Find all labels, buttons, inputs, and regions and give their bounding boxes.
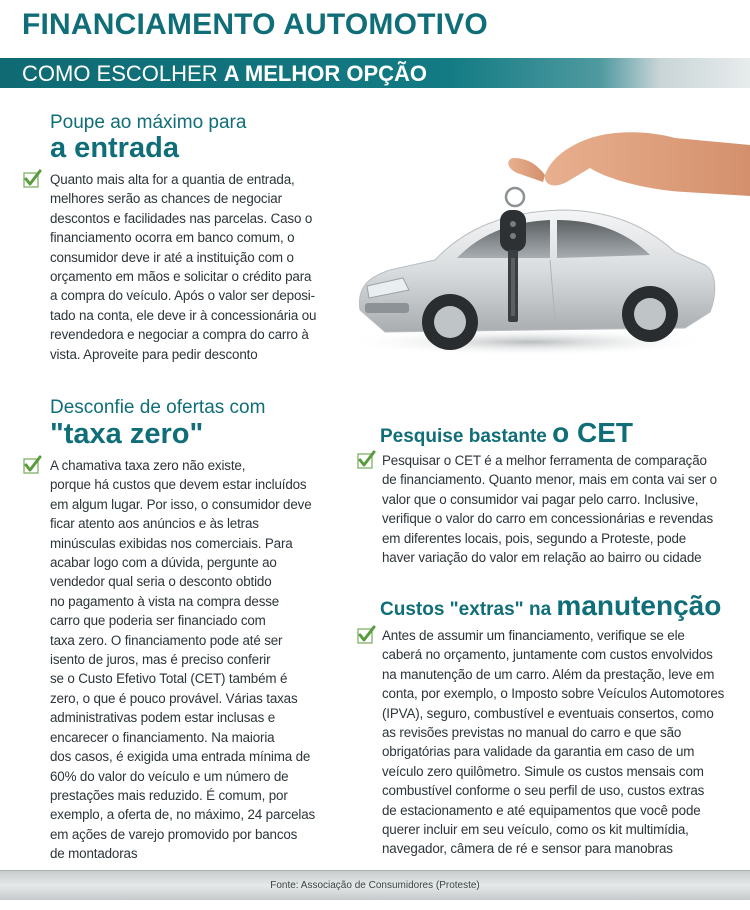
body-line: combustível conforme o seu perfil de uso, custos extras: [382, 783, 705, 799]
body-line: porque há custos que devem estar incluídos: [50, 477, 307, 493]
body-line: obrigatórias para validade da garantia em caso de um: [382, 744, 695, 760]
body-line: A chamativa taxa zero não existe,: [50, 458, 246, 473]
section-cet: [380, 417, 633, 449]
body-line: administrativas podem estar inclusas e: [50, 710, 276, 726]
body-line: exemplo, a oferta de, no máximo, 24 parcelas: [50, 807, 316, 823]
section-cet-heading-small: Pesquise bastante: [380, 426, 553, 447]
body-line: tado na conta, ele deve ir à concessionária ou: [50, 307, 317, 323]
page-title: FINANCIAMENTO AUTOMOTIVO: [22, 8, 488, 41]
body-line: Pesquisar o CET é a melhor ferramenta de comparação: [382, 453, 707, 468]
body-line: revendedora e negociar a compra do carro à: [50, 327, 309, 343]
body-line: verifique o valor do carro em concessionárias e revendas: [382, 511, 714, 527]
body-line: consumidor deve ir até a instituição com o: [50, 249, 294, 265]
body-line: se o Custo Efetivo Total (CET) também é: [50, 671, 288, 687]
body-line: conta, por exemplo, o Imposto sobre Veículos Automotores: [382, 686, 725, 702]
body-line: descontos e facilidades nas parcelas. Caso o: [50, 210, 313, 226]
subtitle-regular: COMO ESCOLHER: [22, 61, 224, 86]
body-line: orçamento em mãos e solicitar o crédito para: [50, 269, 312, 285]
body-line: haver variação do valor em relação ao bairro ou cidade: [382, 550, 702, 566]
section-taxa-zero: [50, 397, 265, 449]
body-line: de montadoras: [50, 846, 138, 862]
body-line: na manutenção de um carro. Além da prestação, leve em: [382, 666, 715, 682]
section-entrada-heading-small: Poupe ao máximo para: [50, 112, 247, 133]
body-line: taxa zero. O financiamento pode até ser: [50, 632, 283, 648]
body-line: a compra do veículo. Após o valor ser deposi-: [50, 288, 315, 304]
body-line: ficar atento aos anúncios e às letras: [50, 516, 259, 532]
section-entrada-body: [50, 170, 316, 364]
body-line: prestações mais reduzido. É comum, por: [50, 787, 288, 803]
body-line: (IPVA), seguro, combustível e eventuais consertos, como: [382, 705, 714, 721]
body-line: caberá no orçamento, juntamente com custos envolvidos: [382, 647, 713, 663]
body-line: melhores serão as chances de negociar: [50, 191, 282, 207]
section-extras-heading-big: manutenção: [556, 590, 722, 621]
body-line: Antes de assumir um financiamento, verifique se ele: [382, 628, 685, 643]
footer-source: Fonte: Associação de Consumidores (Proteste): [270, 880, 480, 891]
section-entrada: [50, 112, 246, 163]
section-taxa-zero-body: [50, 456, 315, 864]
section-cet-body: [382, 451, 717, 567]
section-taxa-zero-heading-big: "taxa zero": [50, 418, 204, 450]
body-line: em diferentes locais, pois, segundo a Proteste, pode: [382, 530, 687, 546]
body-line: minúsculas exibidas nos comerciais. Para: [50, 535, 293, 551]
section-extras-heading-small: Custos "extras" na: [380, 599, 557, 620]
checkmark-icon: [22, 169, 42, 189]
checkmark-icon: [356, 625, 376, 645]
body-line: no pagamento à vista na compra desse: [50, 593, 280, 609]
section-extras: [380, 590, 721, 622]
section-taxa-zero-heading-small: Desconfie de ofertas com: [50, 397, 266, 418]
section-entrada-heading-big: a entrada: [50, 132, 179, 164]
body-line: as revisões previstas no manual do carro e que são: [382, 725, 682, 741]
body-line: navegador, câmera de ré e sensor para manobras: [382, 841, 673, 857]
body-line: dos casos, é exigida uma entrada mínima de: [50, 749, 311, 765]
section-extras-body: [382, 626, 724, 859]
page-subtitle: [22, 61, 427, 87]
checkmark-icon: [22, 455, 42, 475]
checkmark-icon: [356, 450, 376, 470]
car-with-key-illustration: [345, 100, 750, 365]
body-line: isento de juros, mas é preciso conferir: [50, 652, 271, 668]
body-line: 60% do valor do veículo e um número de: [50, 768, 289, 784]
footer-bar: [0, 870, 750, 900]
body-line: em ações de varejo promovido por bancos: [50, 826, 298, 842]
subtitle-bar: [0, 58, 750, 88]
body-line: querer incluir em seu veículo, como os kit multimídia,: [382, 822, 689, 838]
body-line: Quanto mais alta for a quantia de entrada,: [50, 172, 295, 187]
section-cet-heading-big: o CET: [552, 417, 634, 448]
body-line: de estacionamento e até equipamentos que você pode: [382, 802, 701, 818]
body-line: em algum lugar. Por isso, o consumidor deve: [50, 496, 312, 512]
body-line: encarecer o financiamento. Na maioria: [50, 729, 275, 745]
body-line: acabar logo com a dúvida, pergunte ao: [50, 555, 277, 571]
body-line: zero, o que é pouco provável. Várias taxas: [50, 690, 298, 706]
subtitle-bold: A MELHOR OPÇÃO: [223, 61, 427, 86]
body-line: valor que o consumidor vai pagar pelo carro. Inclusive,: [382, 491, 699, 507]
body-line: carro que poderia ser financiado com: [50, 613, 266, 629]
body-line: veículo zero quilômetro. Simule os custos mensais com: [382, 763, 704, 779]
body-line: financiamento ocorra em banco comum, o: [50, 230, 295, 246]
body-line: vendedor qual seria o desconto obtido: [50, 574, 272, 590]
body-line: de financiamento. Quanto menor, mais em conta vai ser o: [382, 472, 717, 488]
body-line: vista. Aproveite para pedir desconto: [50, 346, 258, 362]
